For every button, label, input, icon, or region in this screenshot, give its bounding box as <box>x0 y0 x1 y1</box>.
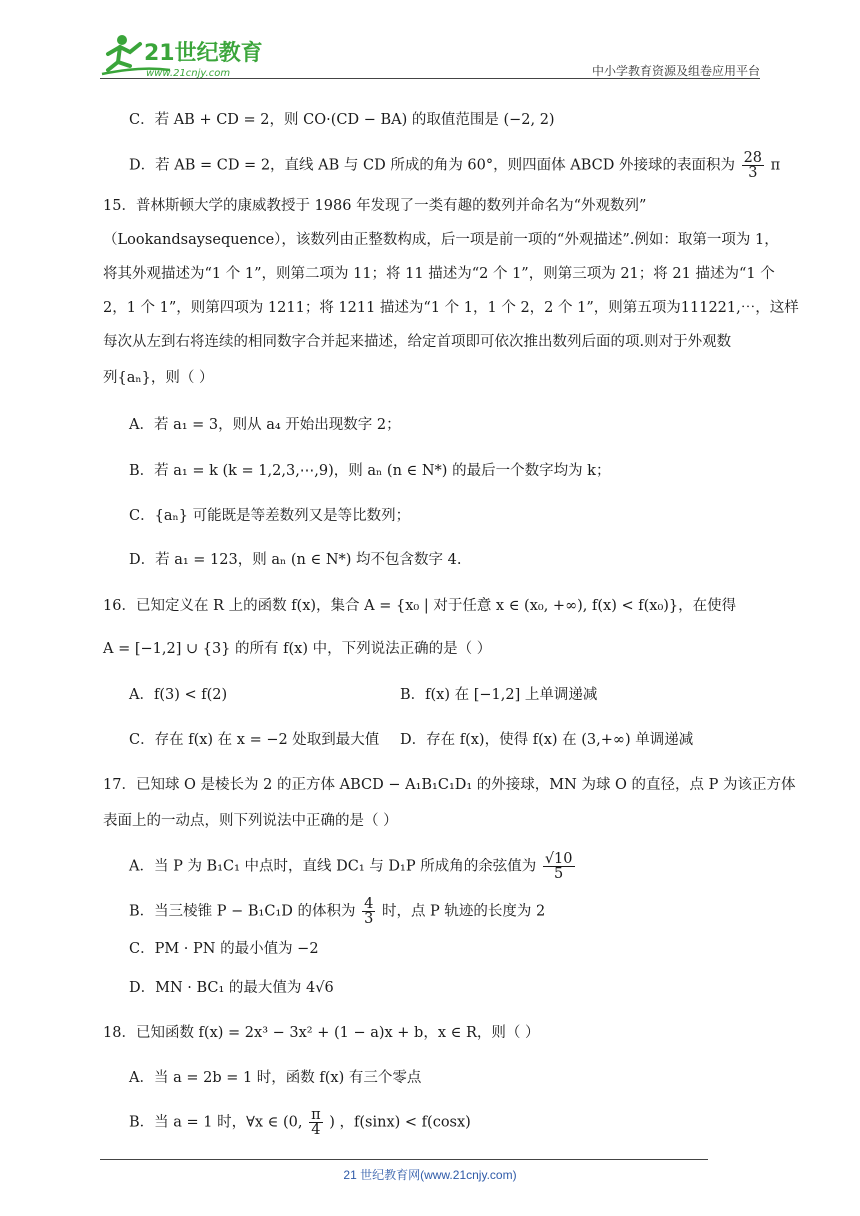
q17-option-b-fraction <box>362 897 375 926</box>
q15-stem-line-4: 2，1 个 1”，则第四项为 1211；将 1211 描述为“1 个 1，1 个 2，2 个 1”，则第五项为111221,⋯，这样 <box>103 300 799 316</box>
platform-name: 中小学教育资源及组卷应用平台 <box>591 64 760 78</box>
fraction-numerator: √10 <box>544 851 573 867</box>
q18-stem: 18．已知函数 f(x) = 2x³ − 3x² + (1 − a)x + b，x ∈ R，则（ ） <box>103 1025 540 1041</box>
fraction-denominator: 5 <box>554 866 564 882</box>
q15-stem-line-1: 15．普林斯顿大学的康威教授于 1986 年发现了一类有趣的数列并命名为“外观数列” <box>103 198 647 214</box>
pi-symbol: π <box>770 157 781 174</box>
q14-option-d-text: D．若 AB = CD = 2，直线 AB 与 CD 所成的角为 60°，则四面体 ABCD 外接球的表面积为 <box>129 157 735 174</box>
fraction-denominator: 3 <box>748 165 758 181</box>
interval-close: ) <box>329 1114 335 1131</box>
svg-text:21世纪教育: 21世纪教育 <box>144 41 263 66</box>
runner-logo-icon <box>100 30 270 80</box>
q18-option-b-tail: ，f(sinx) < f(cosx) <box>339 1114 471 1131</box>
header-divider <box>100 78 760 79</box>
q15-option-c: C．{aₙ} 可能既是等差数列又是等比数列； <box>129 508 411 524</box>
q15-option-a: A．若 a₁ = 3，则从 a₄ 开始出现数字 2； <box>129 417 401 433</box>
q15-option-b: B．若 a₁ = k (k = 1,2,3,⋯,9)，则 aₙ (n ∈ N*) 的最后一个数字均为 k； <box>129 463 611 479</box>
q16-option-b: B．f(x) 在 [−1,2] 上单调递减 <box>400 687 598 703</box>
q17-option-c: C．PM · PN 的最小值为 −2 <box>129 941 319 957</box>
q17-stem-line-1: 17．已知球 O 是棱长为 2 的正方体 ABCD − A₁B₁C₁D₁ 的外接球，MN 为球 O 的直径，点 P 为该正方体 <box>103 777 796 793</box>
q17-option-a <box>129 852 577 881</box>
q17-option-a-text: A．当 P 为 B₁C₁ 中点时，直线 DC₁ 与 D₁P 所成角的余弦值为 <box>129 858 537 875</box>
q15-stem-line-6: 列{aₙ}，则（ ） <box>103 370 214 386</box>
q15-stem-line-2: （Lookandsaysequence），该数列由正整数构成，后一项是前一项的“外观描述”.例如：取第一项为 1， <box>103 232 779 248</box>
q17-stem-line-2: 表面上的一动点，则下列说法中正确的是（ ） <box>103 813 398 829</box>
q17-option-b-text: B．当三棱锥 P − B₁C₁D 的体积为 <box>129 903 356 920</box>
interval-open: (0, <box>283 1114 303 1131</box>
q17-option-b-tail: 时，点 P 轨迹的长度为 2 <box>381 903 546 920</box>
site-logo[interactable] <box>100 30 270 80</box>
q18-option-a: A．当 a = 2b = 1 时，函数 f(x) 有三个零点 <box>129 1070 422 1086</box>
q15-stem-line-5: 每次从左到右将连续的相同数字合并起来描述，给定首项即可依次推出数列后面的项.则对于外观数 <box>103 334 732 350</box>
q17-option-a-fraction <box>543 852 575 881</box>
fraction-denominator: 3 <box>364 911 374 927</box>
q15-option-d: D．若 a₁ = 123，则 aₙ (n ∈ N*) 均不包含数字 4. <box>129 552 462 568</box>
svg-text:www.21cnjy.com: www.21cnjy.com <box>146 68 231 79</box>
q14-option-c: C．若 AB + CD = 2，则 CO·(CD − BA) 的取值范围是 (−2, 2) <box>129 112 555 128</box>
q16-option-a: A．f(3) < f(2) <box>129 687 228 703</box>
fraction-numerator: 28 <box>743 150 763 166</box>
q16-option-c: C．存在 f(x) 在 x = −2 处取到最大值 <box>129 732 380 748</box>
footer-divider <box>100 1159 708 1160</box>
q16-option-d: D．存在 f(x)，使得 f(x) 在 (3,+∞) 单调递减 <box>400 732 694 748</box>
footer-link[interactable]: 21 世纪教育网(www.21cnjy.com) <box>343 1168 517 1182</box>
q16-stem-line-2: A = [−1,2] ∪ {3} 的所有 f(x) 中，下列说法正确的是（ ） <box>103 641 492 657</box>
q18-option-b-text: B．当 a = 1 时，∀x ∈ <box>129 1114 279 1131</box>
q17-option-b <box>129 897 545 926</box>
fraction-denominator: 4 <box>311 1122 321 1138</box>
page-header <box>100 30 760 80</box>
q18-option-b <box>129 1108 471 1137</box>
q17-option-d: D．MN · BC₁ 的最大值为 4√6 <box>129 980 334 996</box>
q16-stem-line-1: 16．已知定义在 R 上的函数 f(x)，集合 A = {x₀ | 对于任意 x ∈ (x₀, +∞), f(x) < f(x₀)}，在使得 <box>103 598 737 614</box>
q18-option-b-fraction <box>309 1108 323 1137</box>
q14-option-d <box>129 151 780 180</box>
fraction-numerator: π <box>311 1107 321 1123</box>
q15-stem-line-3: 将其外观描述为“1 个 1”，则第二项为 11；将 11 描述为“2 个 1”，则第三项为 21；将 21 描述为“1 个 <box>103 266 775 282</box>
fraction-numerator: 4 <box>364 896 374 912</box>
q14-option-d-fraction <box>742 151 764 180</box>
